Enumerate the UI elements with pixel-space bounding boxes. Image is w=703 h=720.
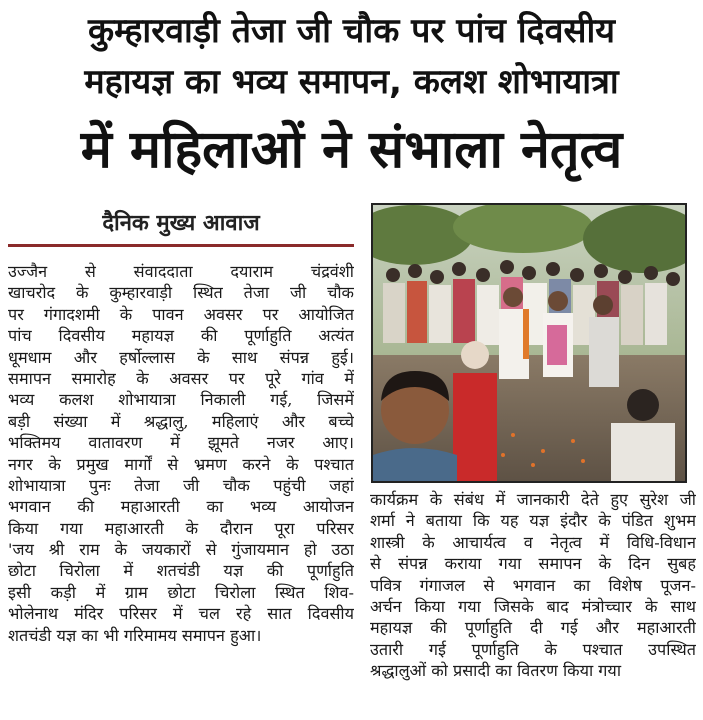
article-left-column bbox=[8, 262, 354, 647]
article-line: से संपन्न कराया गया समापन के दिन सुबह bbox=[370, 554, 696, 574]
article-line: समापन समारोह के अवसर पर पूरे गांव में bbox=[8, 368, 354, 388]
article-line: खाचरोद के कुम्हारवाड़ी स्थित तेजा जी चौक bbox=[8, 283, 354, 303]
headline-line-3: में महिलाओं ने संभाला नेतृत्व bbox=[80, 120, 623, 180]
article-line: पवित्र गंगाजल से भगवान का विशेष पूजन- bbox=[370, 575, 696, 595]
article-line: शोभायात्रा पुनः तेजा जी चौक पहुंची जहां bbox=[8, 475, 354, 495]
article-line: नगर के प्रमुख मार्गों से भ्रमण करने के पश्चात bbox=[8, 454, 354, 474]
article-line: शतचंडी यज्ञ का भी गरिमामय समापन हुआ। bbox=[8, 625, 262, 645]
article-line: भक्तिमय वातावरण में झूमते नजर आए। bbox=[8, 433, 354, 453]
article-line: श्रद्धालुओं को प्रसादी का वितरण किया गया bbox=[370, 661, 622, 681]
article-line: महायज्ञ की पूर्णाहुति दी गई और महाआरती bbox=[370, 618, 696, 638]
article-line: धूमधाम और हर्षोल्लास के साथ संपन्न हुई। bbox=[8, 347, 354, 367]
article-line: पर गंगादशमी के पावन अवसर पर आयोजित bbox=[8, 304, 354, 324]
article-line: बड़ी संख्या में श्रद्धालु, महिलाएं और बच्चे bbox=[8, 411, 354, 431]
headline-line-1: कुम्हारवाड़ी तेजा जी चौक पर पांच दिवसीय bbox=[87, 11, 616, 51]
article-line: पांच दिवसीय महायज्ञ की पूर्णाहुति अत्यंत bbox=[8, 326, 354, 346]
article-line: 'जय श्री राम के जयकारों से गुंजायमान हो उठा bbox=[8, 540, 354, 560]
article-line: भव्य कलश शोभायात्रा निकाली गई, जिसमें bbox=[8, 390, 354, 410]
article-line: किया गया महाआरती के दौरान पूरा परिसर bbox=[8, 518, 354, 538]
article-line: छोटा चिरोला में शतचंडी यज्ञ की पूर्णाहुति bbox=[8, 561, 354, 581]
procession-photo bbox=[371, 203, 687, 483]
article-line: इसी कड़ी में ग्राम छोटा चिरोला स्थित शिव- bbox=[8, 582, 354, 602]
article-line: अर्चन किया गया जिसके बाद मंत्रोच्चार के साथ bbox=[370, 596, 696, 616]
byline-divider bbox=[8, 244, 354, 247]
article-line: भगवान की महाआरती का भव्य आयोजन bbox=[8, 497, 354, 517]
article-line: शास्त्री के आचार्यत्व व नेतृत्व में विधि-विधान bbox=[370, 532, 696, 552]
article-line: उज्जैन से संवाददाता दयाराम चंद्रवंशी bbox=[8, 262, 354, 281]
headline-line-2: महायज्ञ का भव्य समापन, कलश शोभायात्रा bbox=[84, 62, 619, 102]
article-line: कार्यक्रम के संबंध में जानकारी देते हुए सुरेश जी bbox=[370, 490, 696, 509]
article-line: शर्मा ने बताया कि यह यज्ञ इंदौर के पंडित शुभम bbox=[370, 511, 696, 531]
byline: दैनिक मुख्य आवाज bbox=[102, 211, 260, 236]
article-line: भोलेनाथ मंदिर परिसर में चल रहे सात दिवसीय bbox=[8, 604, 354, 624]
article-line: उतारी गई पूर्णाहुति के पश्चात उपस्थित bbox=[370, 639, 696, 659]
article-right-column bbox=[370, 490, 696, 683]
